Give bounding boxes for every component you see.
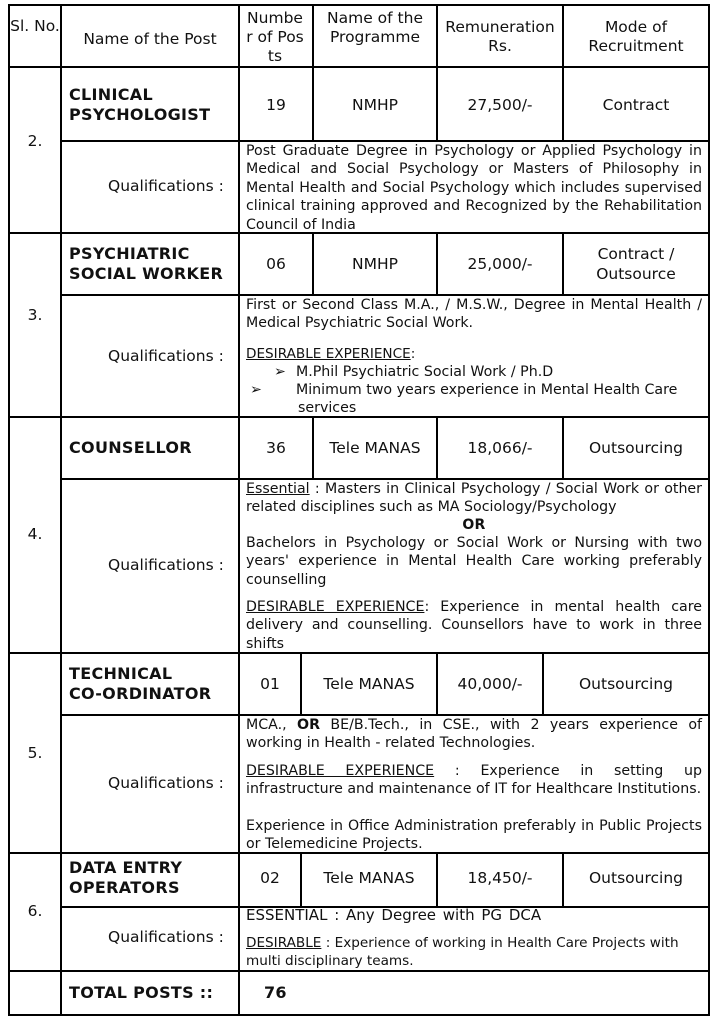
- desirable-list-item: ➢ Minimum two years experience in Mental Health Care services: [250, 382, 678, 417]
- row-sl-no: 3.: [27, 306, 43, 324]
- post-count: 19: [266, 96, 286, 114]
- essential-text: ESSENTIAL : Any Degree with PG DCA: [246, 906, 542, 924]
- table-border-bottom: [8, 1014, 710, 1016]
- post-name: CLINICAL: [69, 85, 153, 104]
- alternative-qualification: Bachelors in Psychology or Social Work or Nursing with two years' experience in Mental Health Care working preferably counselling: [246, 535, 702, 588]
- desirable-heading: DESIRABLE EXPERIENCE:: [246, 346, 416, 362]
- post-name: OPERATORS: [69, 878, 180, 897]
- qualifications-label: Qualifications :: [108, 774, 224, 792]
- recruitment-table: [8, 4, 710, 1016]
- row-sl-no: 2.: [27, 132, 43, 150]
- col-divider: [60, 4, 62, 1016]
- col-divider: [238, 4, 240, 1016]
- header-mode-of-recruitment: Mode of Recruitment: [588, 18, 684, 55]
- total-posts-label: TOTAL POSTS ::: [69, 983, 214, 1002]
- desirable-text: DESIRABLE EXPERIENCE: Experience in mental health care delivery and counselling. Counsellors have to work in three shifts: [246, 599, 702, 652]
- desirable-text: DESIRABLE : Experience of working in Health Care Projects with multi disciplinary teams.: [246, 935, 679, 970]
- post-count: 06: [266, 255, 286, 273]
- header-programme: Name of the Programme: [327, 9, 423, 46]
- row-divider: [8, 66, 710, 68]
- post-name: TECHNICAL: [69, 664, 173, 683]
- mode-of-recruitment: Outsourcing: [588, 869, 683, 887]
- post-name: COUNSELLOR: [69, 438, 192, 457]
- table-border-right: [708, 4, 710, 1016]
- header-remuneration: Remuneration Rs.: [445, 18, 555, 55]
- post-name: PSYCHIATRIC: [69, 244, 190, 263]
- remuneration: 18,450/-: [467, 869, 533, 887]
- arrow-bullet-icon: ➢: [274, 364, 286, 380]
- programme: Tele MANAS: [323, 675, 415, 693]
- programme: NMHP: [352, 96, 398, 114]
- post-count: 01: [260, 675, 280, 693]
- arrow-bullet-icon: ➢: [250, 382, 262, 398]
- programme: Tele MANAS: [323, 869, 415, 887]
- col-divider: [436, 4, 438, 142]
- col-divider: [562, 232, 564, 296]
- post-name: PSYCHOLOGIST: [69, 105, 211, 124]
- header-number-of-posts: Number of Posts: [246, 9, 304, 65]
- or-separator: OR: [462, 517, 486, 533]
- remuneration: 40,000/-: [457, 675, 523, 693]
- post-name: DATA ENTRY: [69, 858, 183, 877]
- programme: Tele MANAS: [329, 439, 421, 457]
- qualifications-text: Post Graduate Degree in Psychology or Applied Psychology in Medical and Social Psychology or Masters of Philosophy in Mental Health and Social Psychology which includes supervised clinical training approved and Recognized by the Rehabilitation Council of India: [246, 143, 702, 233]
- remuneration: 27,500/-: [467, 96, 533, 114]
- programme: NMHP: [352, 255, 398, 273]
- table-border-top: [8, 4, 710, 6]
- qualifications-label: Qualifications :: [108, 928, 224, 946]
- post-count: 36: [266, 439, 286, 457]
- desirable-list-item: ➢ M.Phil Psychiatric Social Work / Ph.D: [274, 364, 554, 380]
- mode-of-recruitment: Outsource: [596, 265, 676, 283]
- row-sl-no: 5.: [27, 744, 43, 762]
- col-divider: [312, 4, 314, 142]
- qualifications-text: MCA., OR BE/B.Tech., in CSE., with 2 years experience of working in Health - related Technologies.: [246, 717, 703, 752]
- table-border-left: [8, 4, 10, 1016]
- post-name: SOCIAL WORKER: [69, 264, 224, 283]
- qualifications-label: Qualifications :: [108, 347, 224, 365]
- essential-text: Essential : Masters in Clinical Psychology / Social Work or other related disciplines such as MA Sociology/Psychology: [246, 481, 702, 516]
- mode-of-recruitment: Contract /: [597, 245, 675, 263]
- mode-of-recruitment: Outsourcing: [588, 439, 683, 457]
- remuneration: 18,066/-: [467, 439, 533, 457]
- qualifications-text: First or Second Class M.A., / M.S.W., Degree in Mental Health / Medical Psychiatric Social Work.: [246, 297, 702, 332]
- post-count: 02: [260, 869, 280, 887]
- header-post-name: Name of the Post: [83, 30, 217, 48]
- row-sl-no: 6.: [27, 902, 43, 920]
- additional-experience: Experience in Office Administration preferably in Public Projects or Telemedicine Projects.: [246, 818, 702, 853]
- mode-of-recruitment: Outsourcing: [578, 675, 673, 693]
- col-divider: [562, 4, 564, 142]
- post-name: CO-ORDINATOR: [69, 684, 212, 703]
- remuneration: 25,000/-: [467, 255, 533, 273]
- total-posts-value: 76: [264, 983, 287, 1002]
- qualifications-label: Qualifications :: [108, 556, 224, 574]
- row-sl-no: 4.: [27, 525, 43, 543]
- qualifications-label: Qualifications :: [108, 177, 224, 195]
- header-sl-no: Sl. No.: [10, 17, 60, 35]
- desirable-text: DESIRABLE EXPERIENCE : Experience in setting up infrastructure and maintenance of IT for Healthcare Institutions.: [246, 763, 702, 798]
- mode-of-recruitment: Contract: [602, 96, 670, 114]
